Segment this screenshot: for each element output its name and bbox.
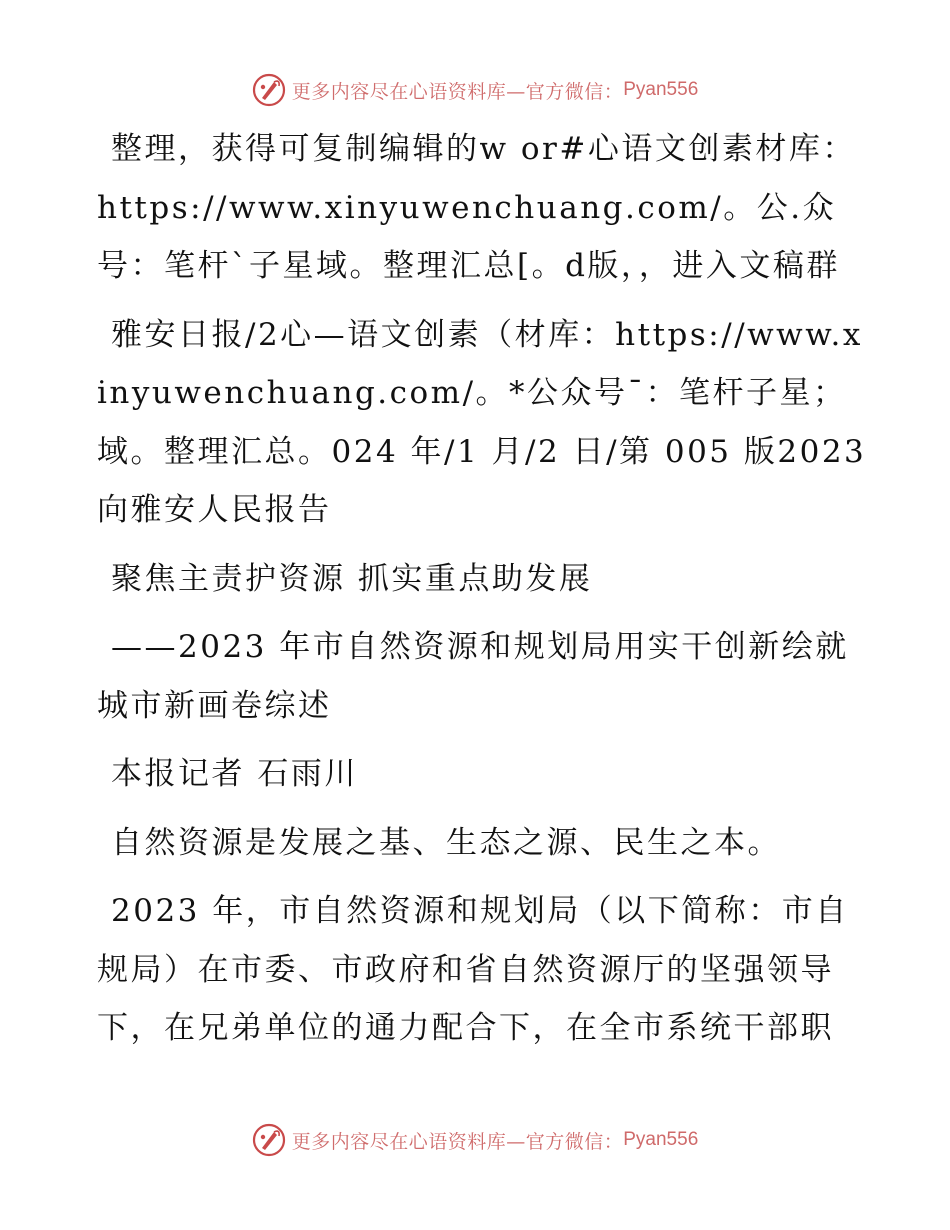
- article-headline: 聚焦主责护资源 抓实重点助发展: [111, 560, 593, 597]
- header-watermark-wechat-id: Pyan556: [623, 79, 699, 100]
- article-subheadline: ——2023 年市自然资源和规划局用实干创新绘就城市新画卷综述: [97, 629, 849, 724]
- header-watermark-banner: [0, 70, 950, 110]
- paragraph-source-note: 整理，获得可复制编辑的w or#心语文创素材库：https://www.xinyuwenchuang.com/。公.众号：笔杆`子星域。整理汇总[。d版，，进入文稿群: [97, 131, 856, 284]
- quill-logo-icon: [252, 73, 286, 107]
- header-watermark-text: 更多内容尽在心语资料库—官方微信：: [291, 80, 624, 103]
- footer-watermark-banner: [0, 1120, 950, 1160]
- paragraph-body: 2023 年，市自然资源和规划局（以下简称：市自规局）在市委、市政府和省自然资源厅的坚强领导下，在兄弟单位的通力配合下，在全市系统干部职: [97, 893, 849, 1046]
- footer-watermark-text: 更多内容尽在心语资料库—官方微信：: [291, 1130, 624, 1153]
- article-byline: 本报记者 石雨川: [111, 756, 358, 792]
- paragraph-publication-info: 雅安日报/2心—语文创素（材库：https://www.xinyuwenchuang.com/。*公众号¯：笔杆子星；域。整理汇总。024 年/1 月/2 日/第 005 版2023向雅安人民报告: [97, 316, 867, 528]
- paragraph-lead: 自然资源是发展之基、生态之源、民生之本。: [111, 824, 781, 861]
- quill-logo-icon: [252, 1123, 286, 1157]
- footer-watermark-wechat-id: Pyan556: [623, 1129, 699, 1150]
- document-body: [97, 120, 867, 1068]
